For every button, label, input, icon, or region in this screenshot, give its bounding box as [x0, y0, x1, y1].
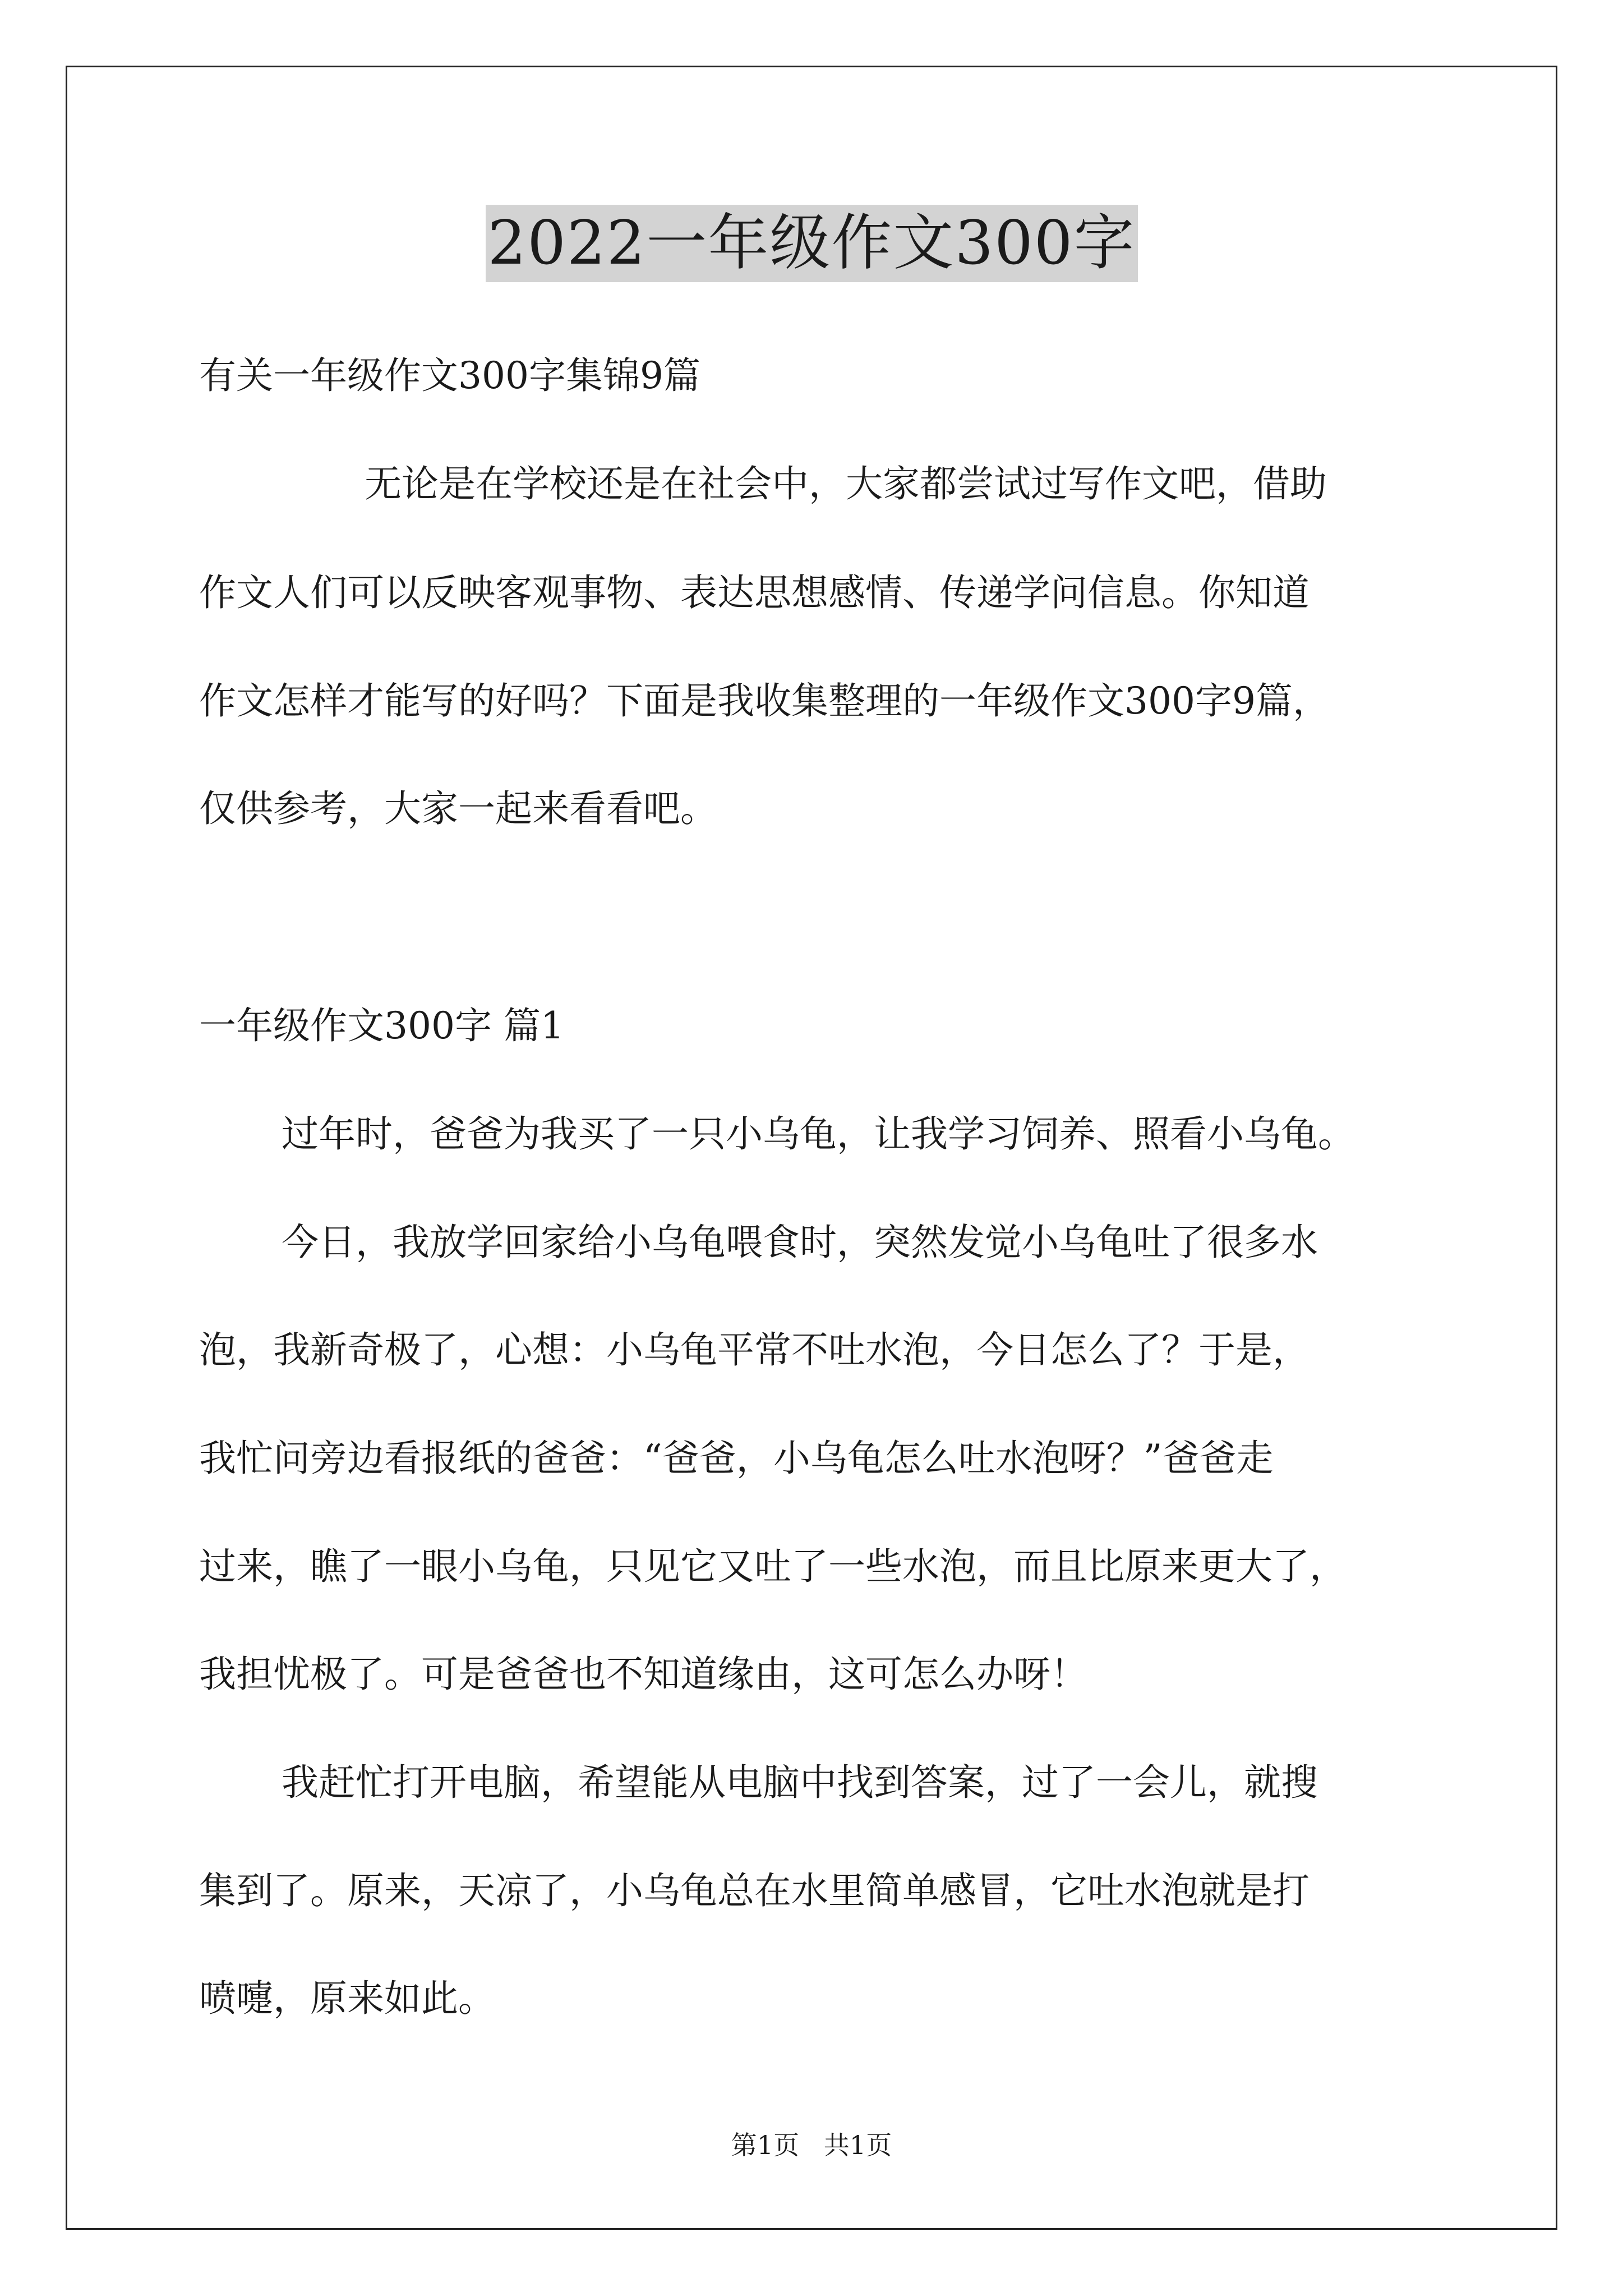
body-line-8: 集到了。原来，天凉了，小乌龟总在水里简单感冒，它吐水泡就是打 [199, 1869, 1310, 1912]
intro-line-3: 作文怎样才能写的好吗？下面是我收集整理的一年级作文300字9篇， [199, 679, 1330, 723]
body-line-2: 今日，我放学回家给小乌龟喂食时，突然发觉小乌龟吐了很多水 [282, 1221, 1318, 1264]
page-footer: 第1页 共1页 [731, 2130, 892, 2160]
section-heading: 一年级作文300字 篇1 [199, 1004, 564, 1047]
body-line-4: 我忙问旁边看报纸的爸爸：“爸爸，小乌龟怎么吐水泡呀？”爸爸走 [199, 1437, 1274, 1480]
body-line-9: 喷嚏，原来如此。 [199, 1977, 495, 2020]
body-line-6: 我担忧极了。可是爸爸也不知道缘由，这可怎么办呀！ [199, 1653, 1087, 1696]
body-line-1: 过年时，爸爸为我买了一只小乌龟，让我学习饲养、照看小乌龟。 [282, 1112, 1355, 1156]
intro-line-2: 作文人们可以反映客观事物、表达思想感情、传递学问信息。你知道 [199, 571, 1310, 614]
body-line-5: 过来，瞧了一眼小乌龟，只见它又吐了一些水泡，而且比原来更大了， [199, 1545, 1347, 1588]
document-title: 2022一年级作文300字 [486, 205, 1138, 282]
intro-line-1: 无论是在学校还是在社会中，大家都尝试过写作文吧，借助 [365, 462, 1327, 505]
body-line-3: 泡，我新奇极了，心想：小乌龟平常不吐水泡，今日怎么了？于是， [199, 1328, 1310, 1372]
body-line-7: 我赶忙打开电脑，希望能从电脑中找到答案，过了一会儿，就搜 [282, 1761, 1318, 1804]
title-container [0, 205, 1623, 282]
intro-line-4: 仅供参考，大家一起来看看吧。 [199, 787, 717, 830]
document-subtitle: 有关一年级作文300字集锦9篇 [199, 354, 700, 397]
